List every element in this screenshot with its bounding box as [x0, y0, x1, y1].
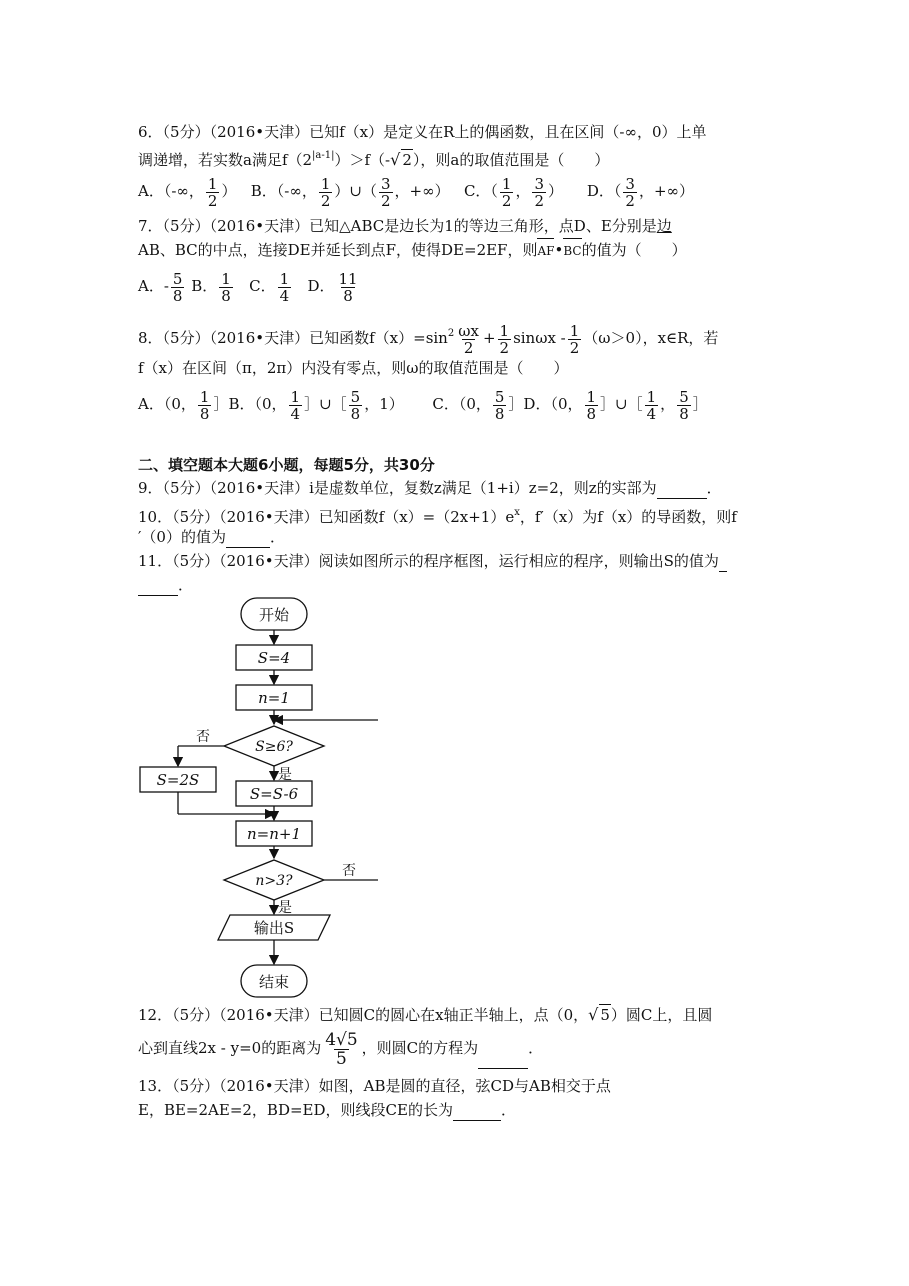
q12-line1: 12．（5分）（2016•天津）已知圆C的圆心在x轴正半轴上，点（0，√ 5）圆C上，且圆 [138, 1005, 713, 1024]
vector-bc: BC [563, 241, 581, 261]
q6-option-a: A．（-∞， $\frac{1}{2}$ ） [138, 174, 237, 210]
q8-line2: f（x）在区间（π，2π）内没有零点，则ω的取值范围是（ ） [138, 359, 569, 377]
q13-line2: E，BE=2AE=2，BD=ED，则线段CE的长为 ． [138, 1101, 516, 1119]
minus-label: S=S-6 [249, 785, 299, 803]
end-label: 结束 [258, 973, 290, 991]
yes1-label: 是 [278, 767, 292, 783]
q7-option-d: D． $\frac{11}{8}$ [307, 269, 358, 305]
cond2-label: n>3? [255, 873, 293, 889]
q12-line2: 心到直线2x - y=0的距离为 $\frac{4√5}{5}$ ，则圆C的方程为 ． [138, 1029, 544, 1069]
q6-option-c: C．（ $\frac{1}{2}$ ， $\frac{3}{2}$ ） [463, 174, 564, 210]
q7-option-a: A．- $\frac{5}{8}$ [138, 269, 183, 305]
output-label: 输出S [253, 919, 295, 937]
vector-af: AF [537, 241, 554, 261]
no2-label: 否 [342, 863, 356, 879]
program-flowchart [130, 592, 400, 1002]
q8-line1: 8．（5分）（2016•天津）已知函数$f(x)=\sin^2$ $\frac{\omega x}{2}$ + $\frac{1}{2}$ sinωx - $\frac{1}{2}$ （ω＞0），x∈R，若 [138, 321, 719, 357]
q8-options: A．（0， $\frac{1}{8}$ ］B．（0， $\frac{1}{4}$ ］∪［ $\frac{5}{8}$ ，1） C．（0， $\frac{5}{8}$ ］D．（0， $\frac{1}{8}$ ］∪［ $\frac{1}{4}$ ， $\frac{5}{8}$ ］ [138, 387, 708, 423]
q7-line1: 7．（5分）（2016•天津）已知△ABC是边长为1的等边三角形，点D、E分别是边 [138, 217, 672, 235]
incr-label: n=n+1 [246, 825, 302, 843]
q7-option-b: B． $\frac{1}{8}$ [191, 269, 231, 305]
q7-option-c: C． $\frac{1}{4}$ [249, 269, 290, 305]
n-init-label: n=1 [258, 689, 290, 707]
answer-blank[interactable] [478, 1028, 528, 1069]
section-heading: 二、填空题本大题6小题，每题5分，共30分 [138, 456, 435, 474]
start-label: 开始 [258, 606, 290, 624]
answer-blank[interactable] [226, 527, 270, 548]
q6-option-d: D．（ $\frac{3}{2}$ ，+∞） [586, 174, 695, 210]
double-label: S=2S [156, 771, 200, 789]
s-init-label: S=4 [257, 649, 291, 667]
q7-line2: AB、BC的中点，连接DE并延长到点F，使得DE=2EF，则AF•BC的值为（ ） [138, 241, 687, 259]
q9: 9．（5分）（2016•天津）i是虚数单位，复数z满足（1+i）z=2，则z的实部为 ． [138, 479, 722, 497]
yes2-label: 是 [278, 900, 292, 916]
q10-line2: ′（0）的值为 ． [138, 528, 285, 546]
q6-options [138, 174, 694, 209]
q11-line1: 11．（5分）（2016•天津）阅读如图所示的程序框图，运行相应的程序，则输出S的值为 [138, 551, 727, 572]
q6-sqrt: 2 [402, 151, 412, 169]
q6-line1: 6．（5分）（2016•天津）已知f（x）是定义在R上的偶函数，且在区间（-∞，0）上单 [138, 123, 707, 141]
q6-line2: 调递增，若实数a满足$f(2^{|a-1|})>f(-√$ 2），则a的取值范围是（ ） [138, 150, 610, 169]
answer-blank[interactable] [657, 478, 707, 499]
q11-line2: ． [138, 575, 193, 596]
q6-exponent: |a-1| [312, 150, 335, 161]
answer-blank[interactable] [453, 1100, 501, 1121]
q7-options [138, 268, 362, 304]
cond1-label: S≥6? [255, 739, 293, 755]
q10-line1: 10．（5分）（2016•天津）已知函数$f(x)=(2x+1)e^x$，f′（x）为f（x）的导函数，则f [138, 507, 737, 526]
q13-line1: 13．（5分）（2016•天津）如图，AB是圆的直径，弦CD与AB相交于点 [138, 1077, 611, 1095]
q6-option-b: B．（-∞， $\frac{1}{2}$ ）∪（ $\frac{3}{2}$ ，+∞） [250, 174, 450, 210]
no1-label: 否 [196, 729, 210, 745]
